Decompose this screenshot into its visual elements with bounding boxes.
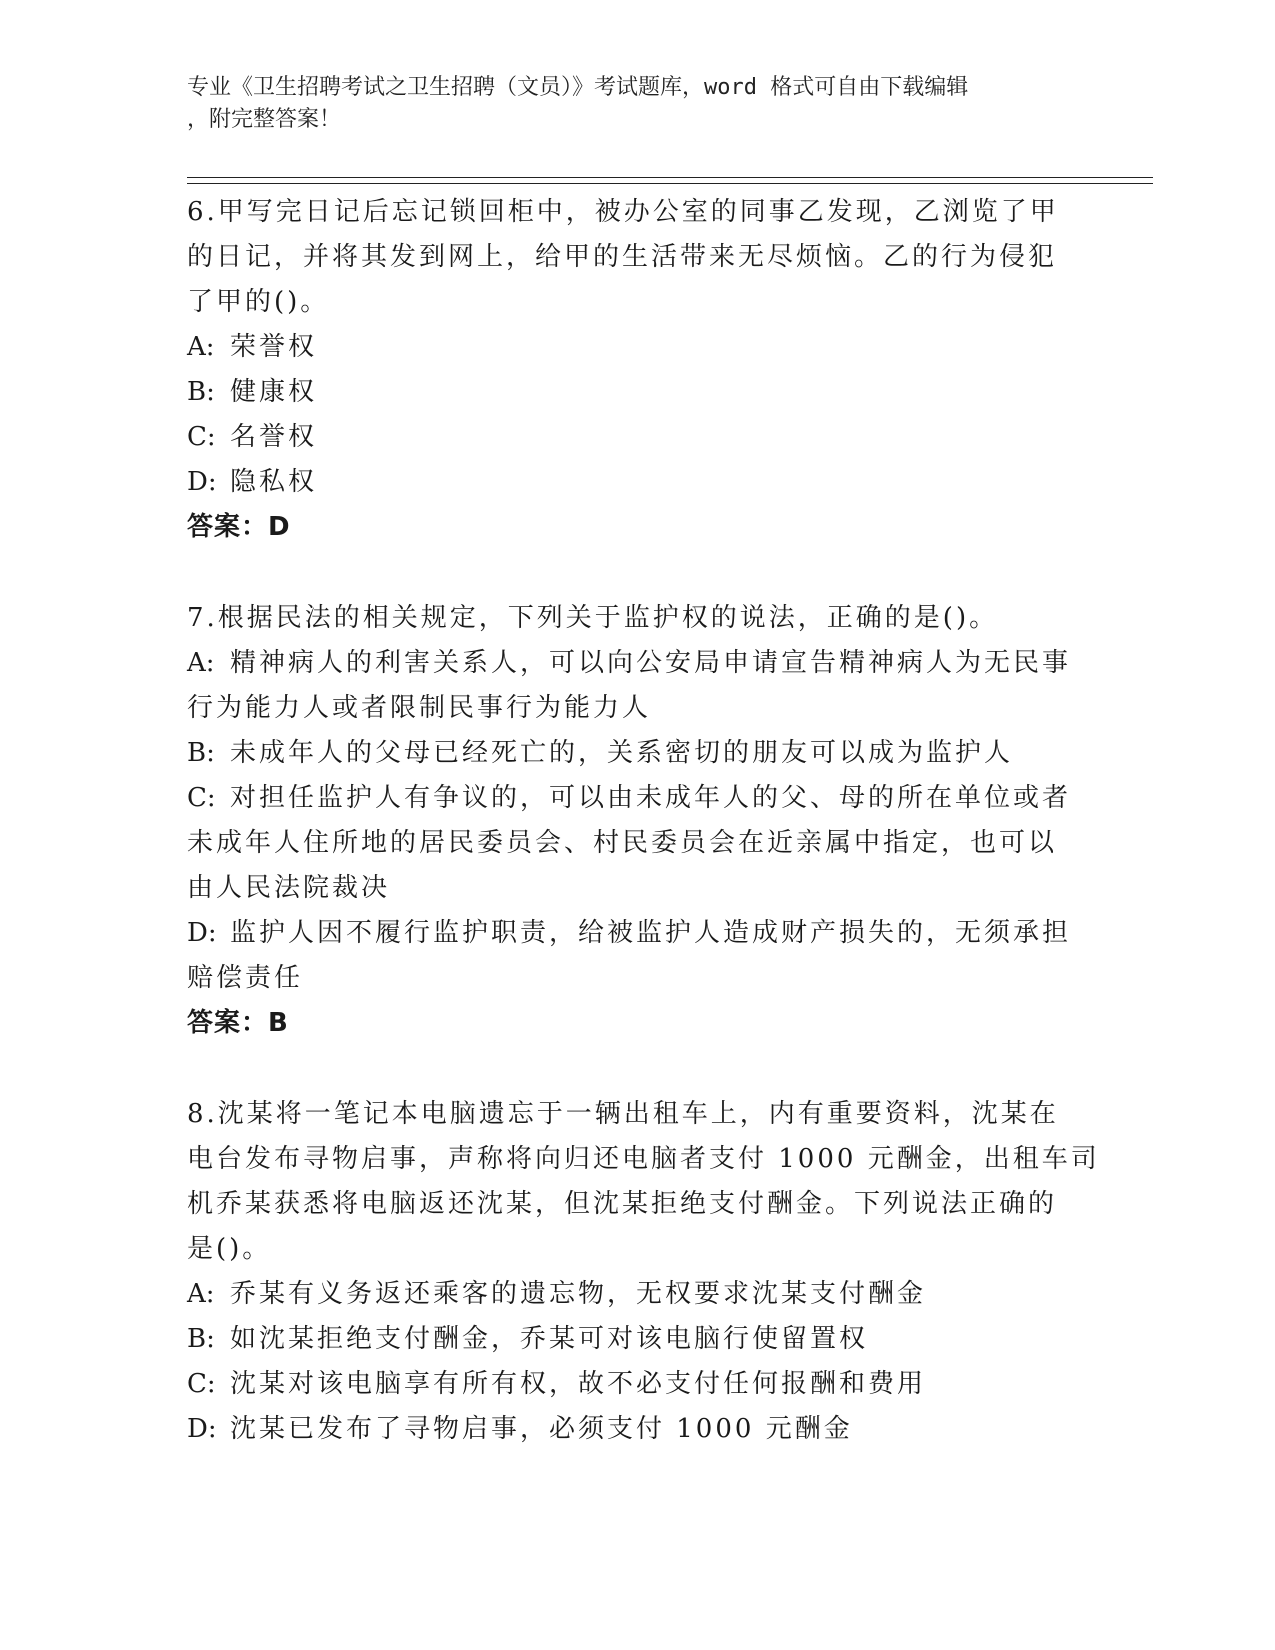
option-text: 乔某有义务返还乘客的遗忘物，无权要求沈某支付酬金 [230, 1279, 927, 1309]
header-divider-bottom [187, 183, 1153, 184]
option-text-continued: 由人民法院裁决 [187, 873, 391, 903]
option-letter: B: [187, 1324, 215, 1354]
option-text-continued: 未成年人住所地的居民委员会、村民委员会在近亲属中指定，也可以 [187, 828, 1058, 858]
question-text-line: 8.沈某将一笔记本电脑遗忘于一辆出租车上，内有重要资料，沈某在 [187, 1099, 1059, 1129]
question-text-line: 了甲的()。 [187, 287, 330, 317]
option-text: 精神病人的利害关系人，可以向公安局申请宣告精神病人为无民事 [230, 648, 1072, 678]
question-text-line: 7.根据民法的相关规定，下列关于监护权的说法，正确的是()。 [187, 603, 999, 633]
option-text-continued: 赔偿责任 [187, 963, 304, 993]
option-letter: D: [187, 467, 217, 497]
question-text-line: 的日记，并将其发到网上，给甲的生活带来无尽烦恼。乙的行为侵犯 [187, 242, 1058, 272]
question-spacer [187, 550, 1087, 596]
option-text: 如沈某拒绝支付酬金，乔某可对该电脑行使留置权 [230, 1324, 869, 1354]
option-text: 沈某对该电脑享有所有权，故不必支付任何报酬和费用 [230, 1369, 927, 1399]
question-list [187, 190, 1100, 1452]
option-b [187, 370, 1087, 415]
option-d [187, 1407, 1087, 1452]
option-text: 沈某已发布了寻物启事，必须支付 1000 元酬金 [230, 1414, 853, 1444]
option-a [187, 325, 1087, 370]
option-a [187, 641, 1087, 686]
header-line-1: 专业《卫生招聘考试之卫生招聘（文员）》考试题库，word 格式可自由下载编辑 [187, 75, 969, 100]
question-spacer [187, 1046, 1087, 1092]
header-line-2: ，附完整答案！ [187, 107, 342, 132]
option-text: 荣誉权 [230, 332, 318, 362]
question-8 [187, 1092, 1100, 1452]
question-text-line: 机乔某获悉将电脑返还沈某，但沈某拒绝支付酬金。下列说法正确的 [187, 1189, 1058, 1219]
option-letter: D: [187, 918, 217, 948]
option-letter: A: [187, 332, 215, 362]
option-a [187, 1272, 1087, 1317]
option-b [187, 1317, 1087, 1362]
option-letter: A: [187, 1279, 215, 1309]
option-text: 健康权 [230, 377, 318, 407]
option-text-continued: 行为能力人或者限制民事行为能力人 [187, 693, 652, 723]
option-letter: A: [187, 648, 215, 678]
option-text: 名誉权 [230, 422, 318, 452]
question-7 [187, 596, 1087, 1046]
option-c [187, 415, 1087, 460]
option-d [187, 460, 1087, 505]
answer-label: 答案：B [187, 1008, 289, 1038]
option-text: 未成年人的父母已经死亡的，关系密切的朋友可以成为监护人 [230, 738, 1014, 768]
option-d [187, 911, 1087, 956]
option-text: 对担任监护人有争议的，可以由未成年人的父、母的所在单位或者 [230, 783, 1072, 813]
question-text-line: 6.甲写完日记后忘记锁回柜中，被办公室的同事乙发现，乙浏览了甲 [187, 197, 1059, 227]
question-text-line: 电台发布寻物启事，声称将向归还电脑者支付 1000 元酬金，出租车司 [187, 1144, 1100, 1174]
option-letter: B: [187, 738, 215, 768]
option-c [187, 1362, 1087, 1407]
option-c [187, 776, 1087, 821]
option-letter: C: [187, 783, 216, 813]
question-6 [187, 190, 1087, 550]
document-header [187, 72, 1067, 136]
header-divider-top [187, 177, 1153, 178]
option-letter: D: [187, 1414, 217, 1444]
option-text: 隐私权 [230, 467, 318, 497]
option-text: 监护人因不履行监护职责，给被监护人造成财产损失的，无须承担 [230, 918, 1072, 948]
question-text-line: 是()。 [187, 1234, 272, 1264]
option-letter: B: [187, 377, 215, 407]
option-b [187, 731, 1087, 776]
option-letter: C: [187, 422, 216, 452]
option-letter: C: [187, 1369, 216, 1399]
answer-label: 答案：D [187, 512, 291, 542]
